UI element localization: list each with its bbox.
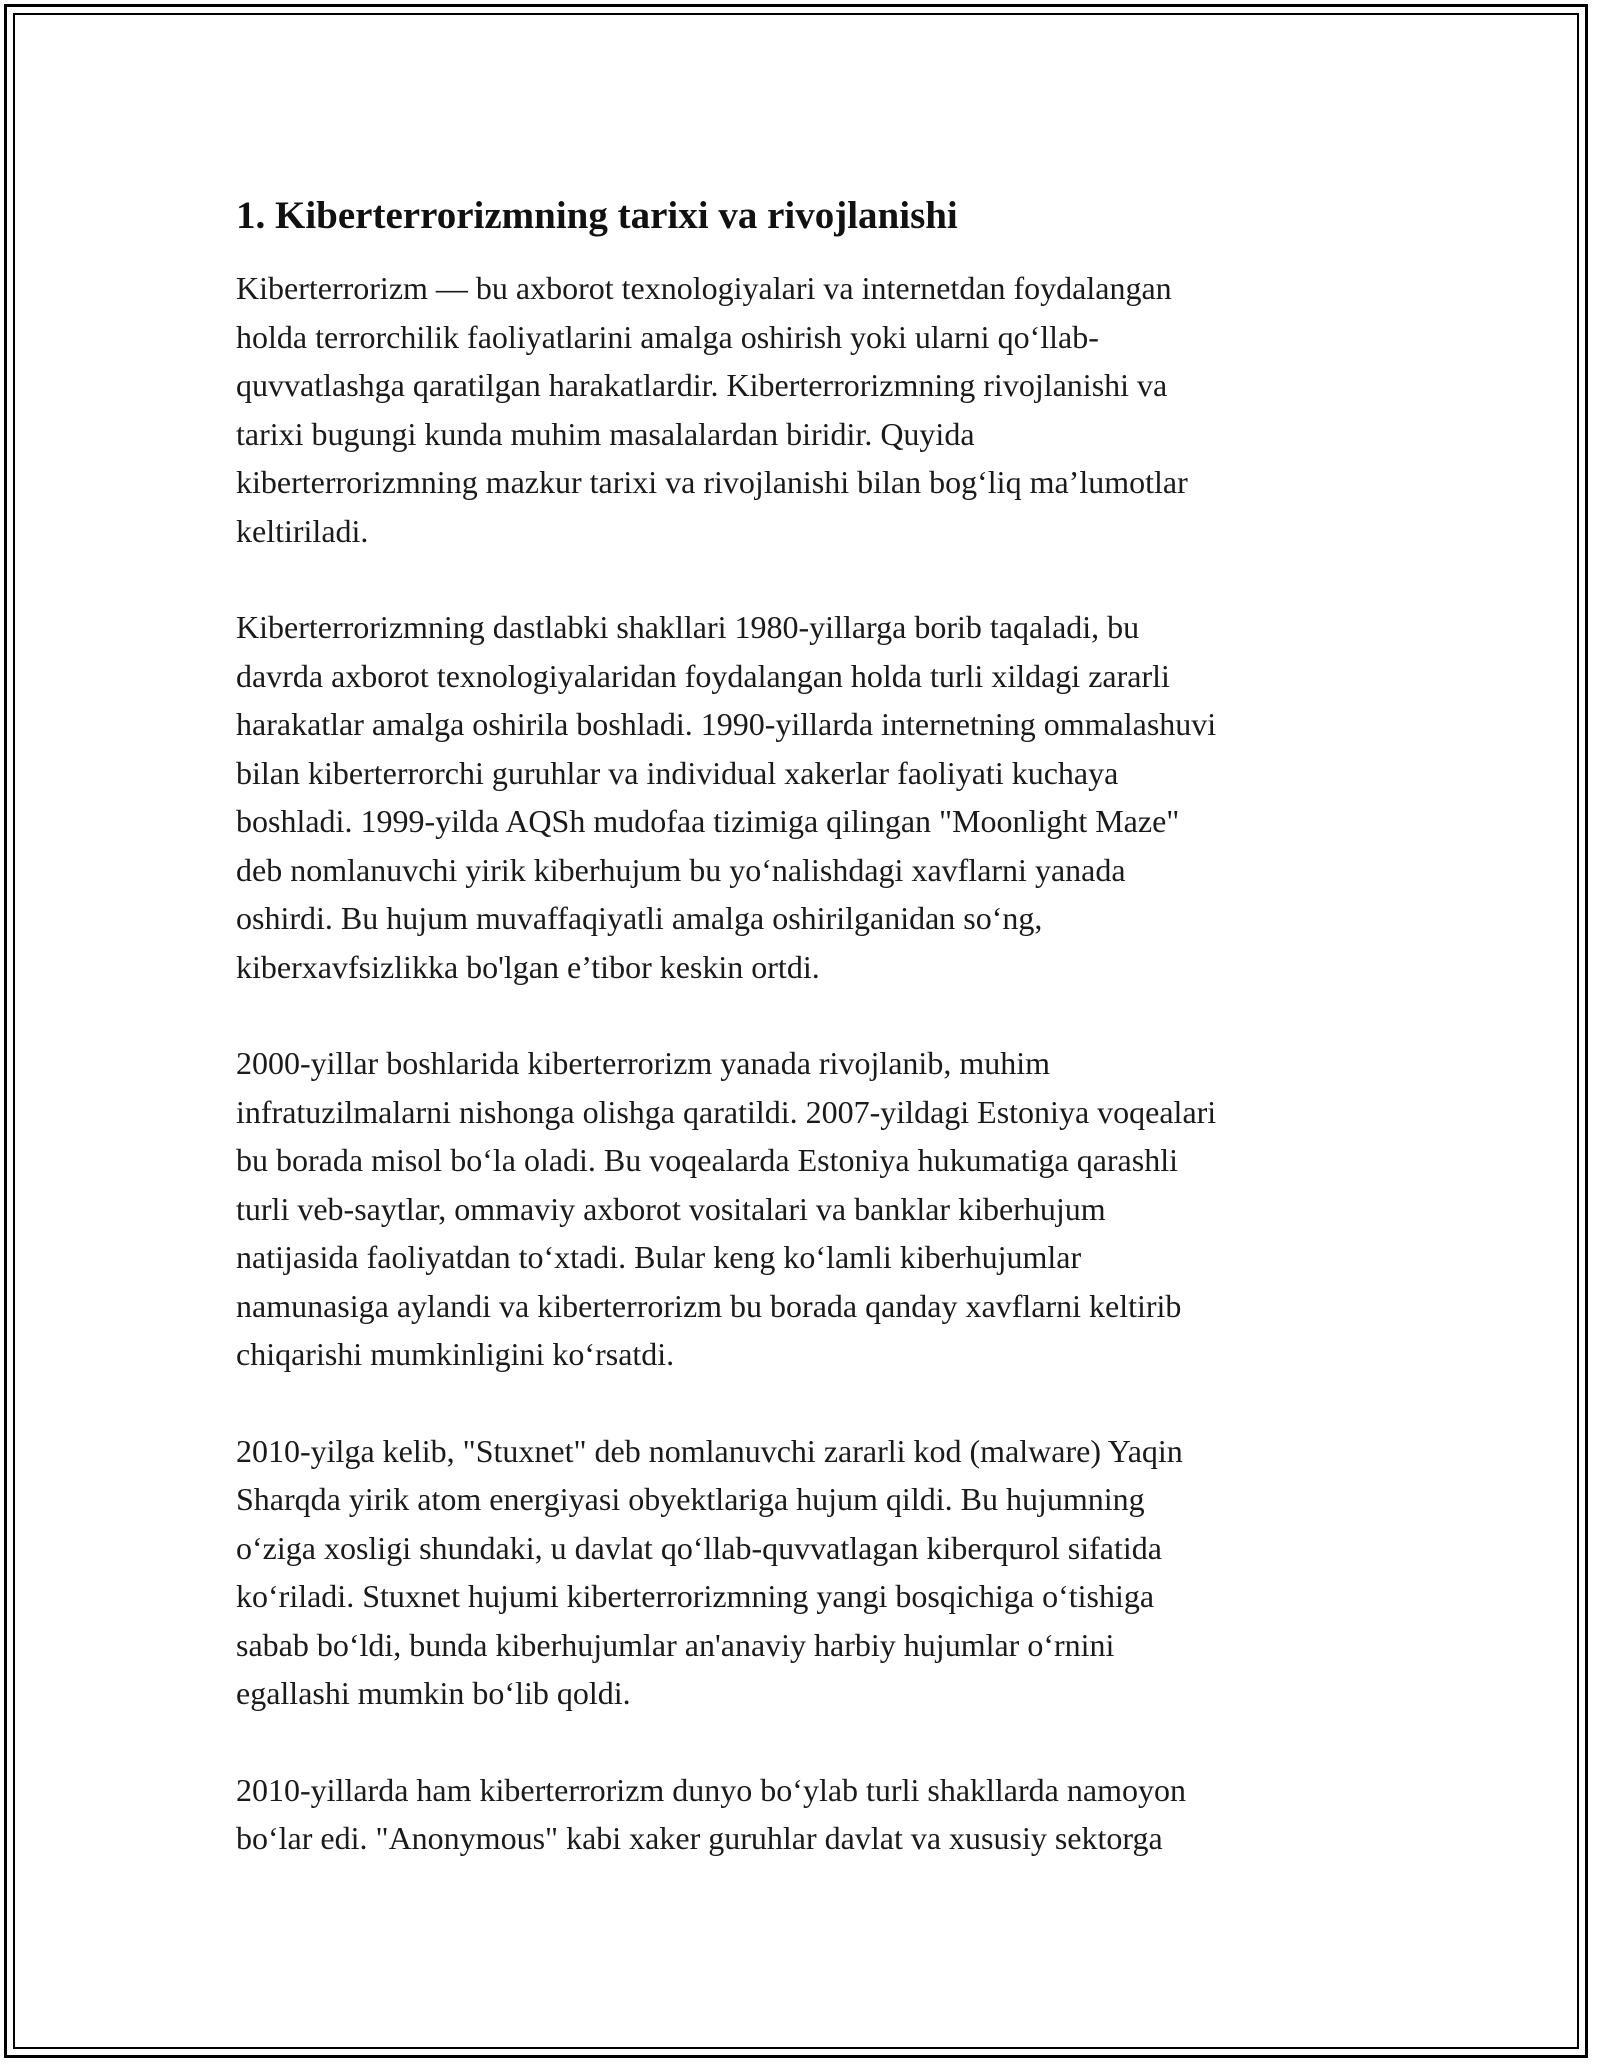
text-line: bu borada misol bo‘la oladi. Bu voqealarda Estoniya hukumatiga qarashli <box>236 1142 1178 1178</box>
text-line: egallashi mumkin bo‘lib qoldi. <box>236 1675 631 1711</box>
text-line: oshirdi. Bu hujum muvaffaqiyatli amalga oshirilganidan so‘ng, <box>236 900 1043 936</box>
document-body <box>236 188 1366 1911</box>
text-line: kiberterrorizmning mazkur tarixi va rivojlanishi bilan bog‘liq ma’lumotlar <box>236 464 1188 500</box>
text-line: 2010-yilga kelib, "Stuxnet" deb nomlanuvchi zararli kod (malware) Yaqin <box>236 1432 1183 1469</box>
text-line: turli veb-saytlar, ommaviy axborot vositalari va banklar kiberhujum <box>236 1190 1106 1227</box>
text-line: o‘ziga xosligi shundaki, u davlat qo‘llab-quvvatlagan kiberqurol sifatida <box>236 1529 1162 1566</box>
text-line: Kiberterrorizmning dastlabki shakllari 1980-yillarga borib taqaladi, bu <box>236 609 1140 645</box>
text-line: quvvatlashga qaratilgan harakatlardir. Kiberterrorizmning rivojlanishi va <box>236 367 1168 403</box>
paragraph-2000s <box>236 1039 1366 1379</box>
text-line: deb nomlanuvchi yirik kiberhujum bu yo‘nalishdagi xavflarni yanada <box>236 851 1126 888</box>
paragraph-2010s <box>236 1766 1366 1863</box>
text-line: 2010-yillarda ham kiberterrorizm dunyo bo‘ylab turli shakllarda namoyon <box>236 1771 1186 1808</box>
text-line: Kiberterrorizm — bu axborot texnologiyalari va internetdan foydalangan <box>236 270 1172 306</box>
paragraph-intro <box>236 264 1366 555</box>
text-line: sabab bo‘ldi, bunda kiberhujumlar an'anaviy harbiy hujumlar o‘rnini <box>236 1626 1115 1663</box>
text-line: davrda axborot texnologiyalaridan foydalangan holda turli xildagi zararli <box>236 657 1170 694</box>
text-line: harakatlar amalga oshirila boshladi. 1990-yillarda internetning ommalashuvi <box>236 706 1217 742</box>
text-line: keltiriladi. <box>236 512 369 549</box>
text-line: 2000-yillar boshlarida kiberterrorizm yanada rivojlanib, muhim <box>236 1045 1050 1081</box>
text-line: namunasiga aylandi va kiberterrorizm bu borada qanday xavflarni keltirib <box>236 1287 1182 1324</box>
section-title: 1. Kiberterrorizmning tarixi va rivojlanishi <box>236 194 958 237</box>
text-line: natijasida faoliyatdan to‘xtadi. Bular keng ko‘lamli kiberhujumlar <box>236 1239 1082 1275</box>
text-line: holda terrorchilik faoliyatlarini amalga oshirish yoki ularni qo‘llab- <box>236 318 1099 355</box>
text-line: ko‘riladi. Stuxnet hujumi kiberterrorizmning yangi bosqichiga o‘tishiga <box>236 1578 1155 1614</box>
text-line: infratuzilmalarni nishonga olishga qaratildi. 2007-yildagi Estoniya voqealari <box>236 1093 1217 1130</box>
text-line: tarixi bugungi kunda muhim masalalardan biridir. Quyida <box>236 415 975 452</box>
text-line: chiqarishi mumkinligini ko‘rsatdi. <box>236 1336 675 1372</box>
text-line: bilan kiberterrorchi guruhlar va individual xakerlar faoliyati kuchaya <box>236 754 1119 791</box>
text-line: kiberxavfsizlikka bo'lgan e’tibor keskin ortdi. <box>236 948 820 985</box>
paragraph-1980s-1990s <box>236 603 1366 991</box>
text-line: bo‘lar edi. "Anonymous" kabi xaker guruhlar davlat va xususiy sektorga <box>236 1820 1163 1856</box>
text-line: boshladi. 1999-yilda AQSh mudofaa tizimiga qilingan "Moonlight Maze" <box>236 803 1180 839</box>
text-line: Sharqda yirik atom energiyasi obyektlariga hujum qildi. Bu hujumning <box>236 1481 1145 1517</box>
paragraph-stuxnet <box>236 1427 1366 1718</box>
